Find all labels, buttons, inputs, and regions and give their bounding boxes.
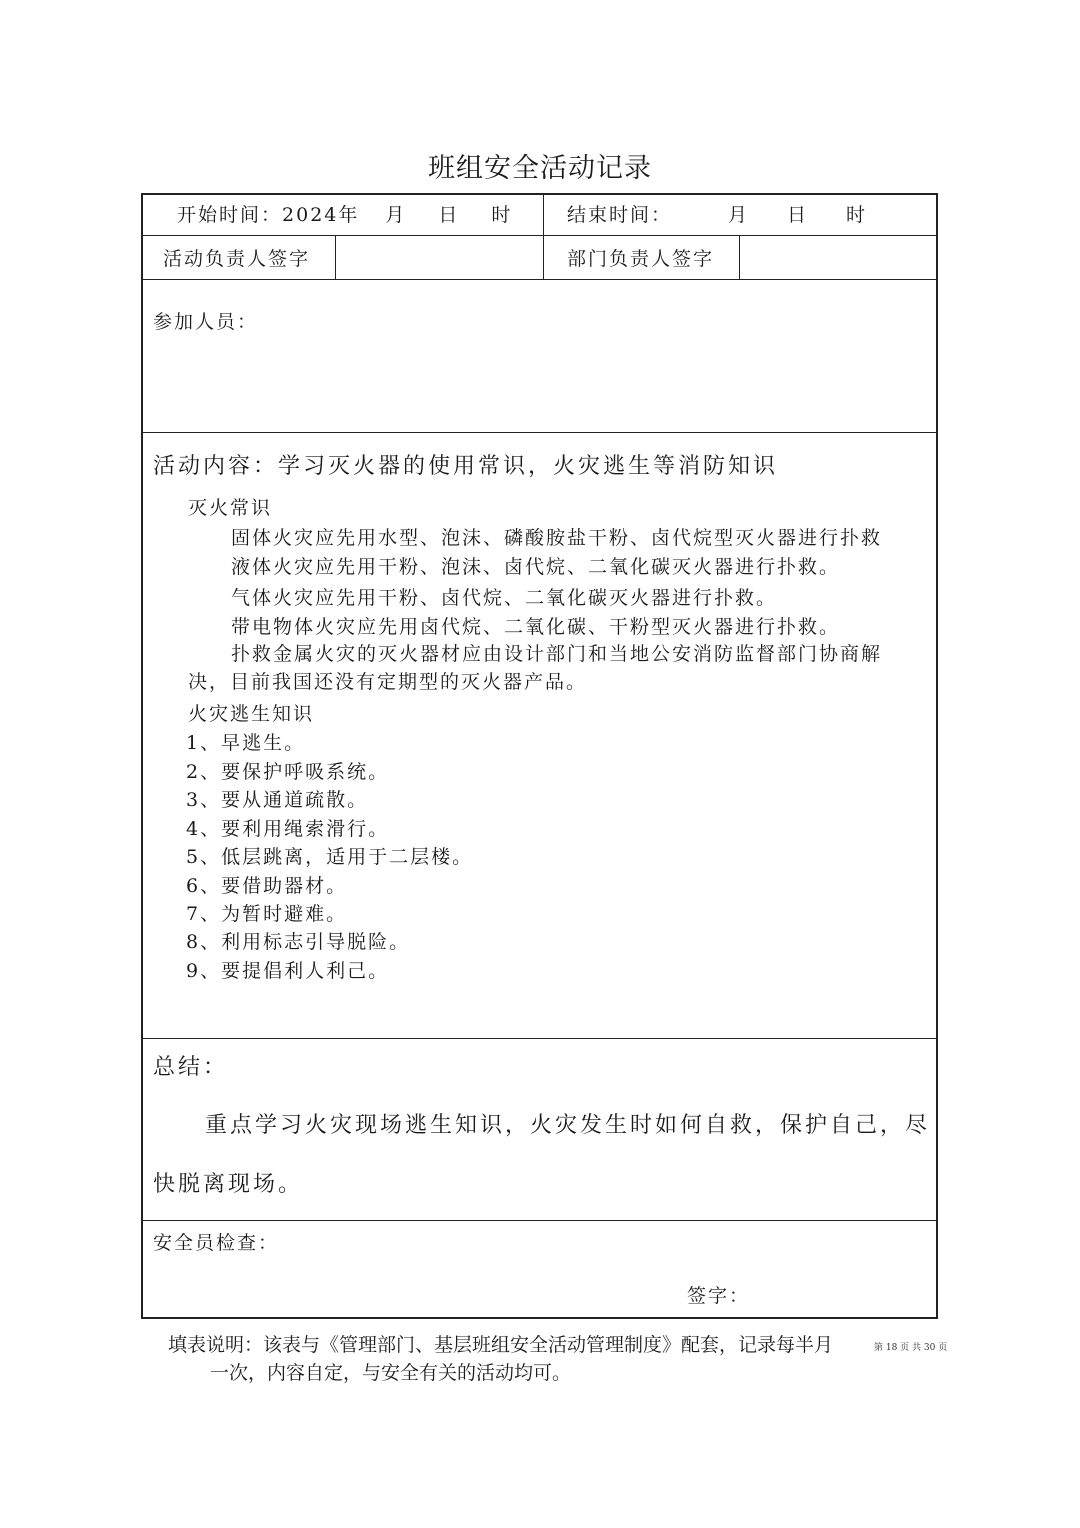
summary-text-line2: 快脱离现场。 [153, 1172, 304, 1197]
row-divider [143, 235, 936, 236]
activity-leader-signature-field[interactable] [337, 237, 542, 278]
row-divider [143, 432, 936, 433]
fire-knowledge-line-wrap: 决，目前我国还没有定期型的灭火器产品。 [188, 671, 588, 693]
hour-unit: 时 [491, 204, 513, 226]
list-item: 8、利用标志引导脱险。 [186, 931, 411, 953]
row-divider [143, 1038, 936, 1039]
end-hour-unit: 时 [846, 204, 868, 226]
list-item: 9、要提倡利人利己。 [186, 960, 390, 982]
end-time-label: 结束时间： [567, 204, 673, 226]
page-title: 班组安全活动记录 [428, 153, 652, 184]
dept-leader-signature-field[interactable] [741, 237, 937, 278]
column-divider [739, 235, 740, 279]
participants-label: 参加人员： [153, 311, 259, 333]
start-year: 2024 [282, 204, 339, 226]
fire-knowledge-line: 带电物体火灾应先用卤代烷、二氧化碳、干粉型灭火器进行扑救。 [231, 616, 841, 638]
section-title-fire-knowledge: 灭火常识 [188, 497, 273, 519]
footer-note-line2: 一次，内容自定，与安全有关的活动均可。 [210, 1362, 572, 1384]
list-item: 4、要利用绳索滑行。 [186, 818, 390, 840]
safety-signature-field[interactable] [743, 1275, 923, 1309]
end-day-unit: 日 [787, 204, 809, 226]
list-item: 6、要借助器材。 [186, 875, 348, 897]
fire-knowledge-line: 扑救金属火灾的灭火器材应由设计部门和当地公安消防监督部门协商解 [231, 643, 883, 665]
row-divider [143, 279, 936, 280]
list-item: 3、要从通道疏散。 [186, 789, 369, 811]
safety-check-label: 安全员检查： [153, 1232, 280, 1254]
summary-label: 总结： [153, 1055, 229, 1080]
content-heading: 活动内容：学习灭火器的使用常识，火灾逃生等消防知识 [153, 454, 779, 479]
column-divider [543, 195, 544, 279]
record-table [141, 193, 938, 1319]
end-month-unit: 月 [728, 204, 750, 226]
day-unit: 日 [438, 204, 460, 226]
page-indicator: 第 18 页 共 30 页 [874, 1343, 948, 1353]
section-title-escape-knowledge: 火灾逃生知识 [188, 703, 315, 725]
summary-text-line1: 重点学习火灾现场逃生知识，火灾发生时如何自救，保护自己，尽 [205, 1113, 931, 1138]
signature-label: 签字： [687, 1285, 751, 1307]
list-item: 7、为暂时避难。 [186, 903, 348, 925]
dept-leader-label: 部门负责人签字 [567, 248, 715, 270]
start-time-row [177, 200, 512, 227]
month-unit: 月 [385, 204, 407, 226]
activity-leader-label: 活动负责人签字 [163, 248, 311, 270]
list-item: 2、要保护呼吸系统。 [186, 761, 390, 783]
start-time-label: 开始时间： [177, 204, 283, 226]
column-divider [335, 235, 336, 279]
list-item: 5、低层跳离，适用于二层楼。 [186, 846, 474, 868]
year-unit: 年 [338, 204, 360, 226]
fire-knowledge-line: 固体火灾应先用水型、泡沫、磷酸胺盐干粉、卤代烷型灭火器进行扑救 [231, 527, 883, 549]
row-divider [143, 1220, 936, 1221]
list-item: 1、早逃生。 [186, 732, 306, 754]
fire-knowledge-line: 液体火灾应先用干粉、泡沫、卤代烷、二氧化碳灭火器进行扑救。 [231, 556, 841, 578]
participants-field[interactable] [145, 281, 935, 431]
end-time-row [567, 200, 867, 227]
fire-knowledge-line: 气体火灾应先用干粉、卤代烷、二氧化碳灭火器进行扑救。 [231, 587, 778, 609]
footer-note-line1: 填表说明：该表与《管理部门、基层班组安全活动管理制度》配套，记录每半月 [168, 1334, 834, 1356]
